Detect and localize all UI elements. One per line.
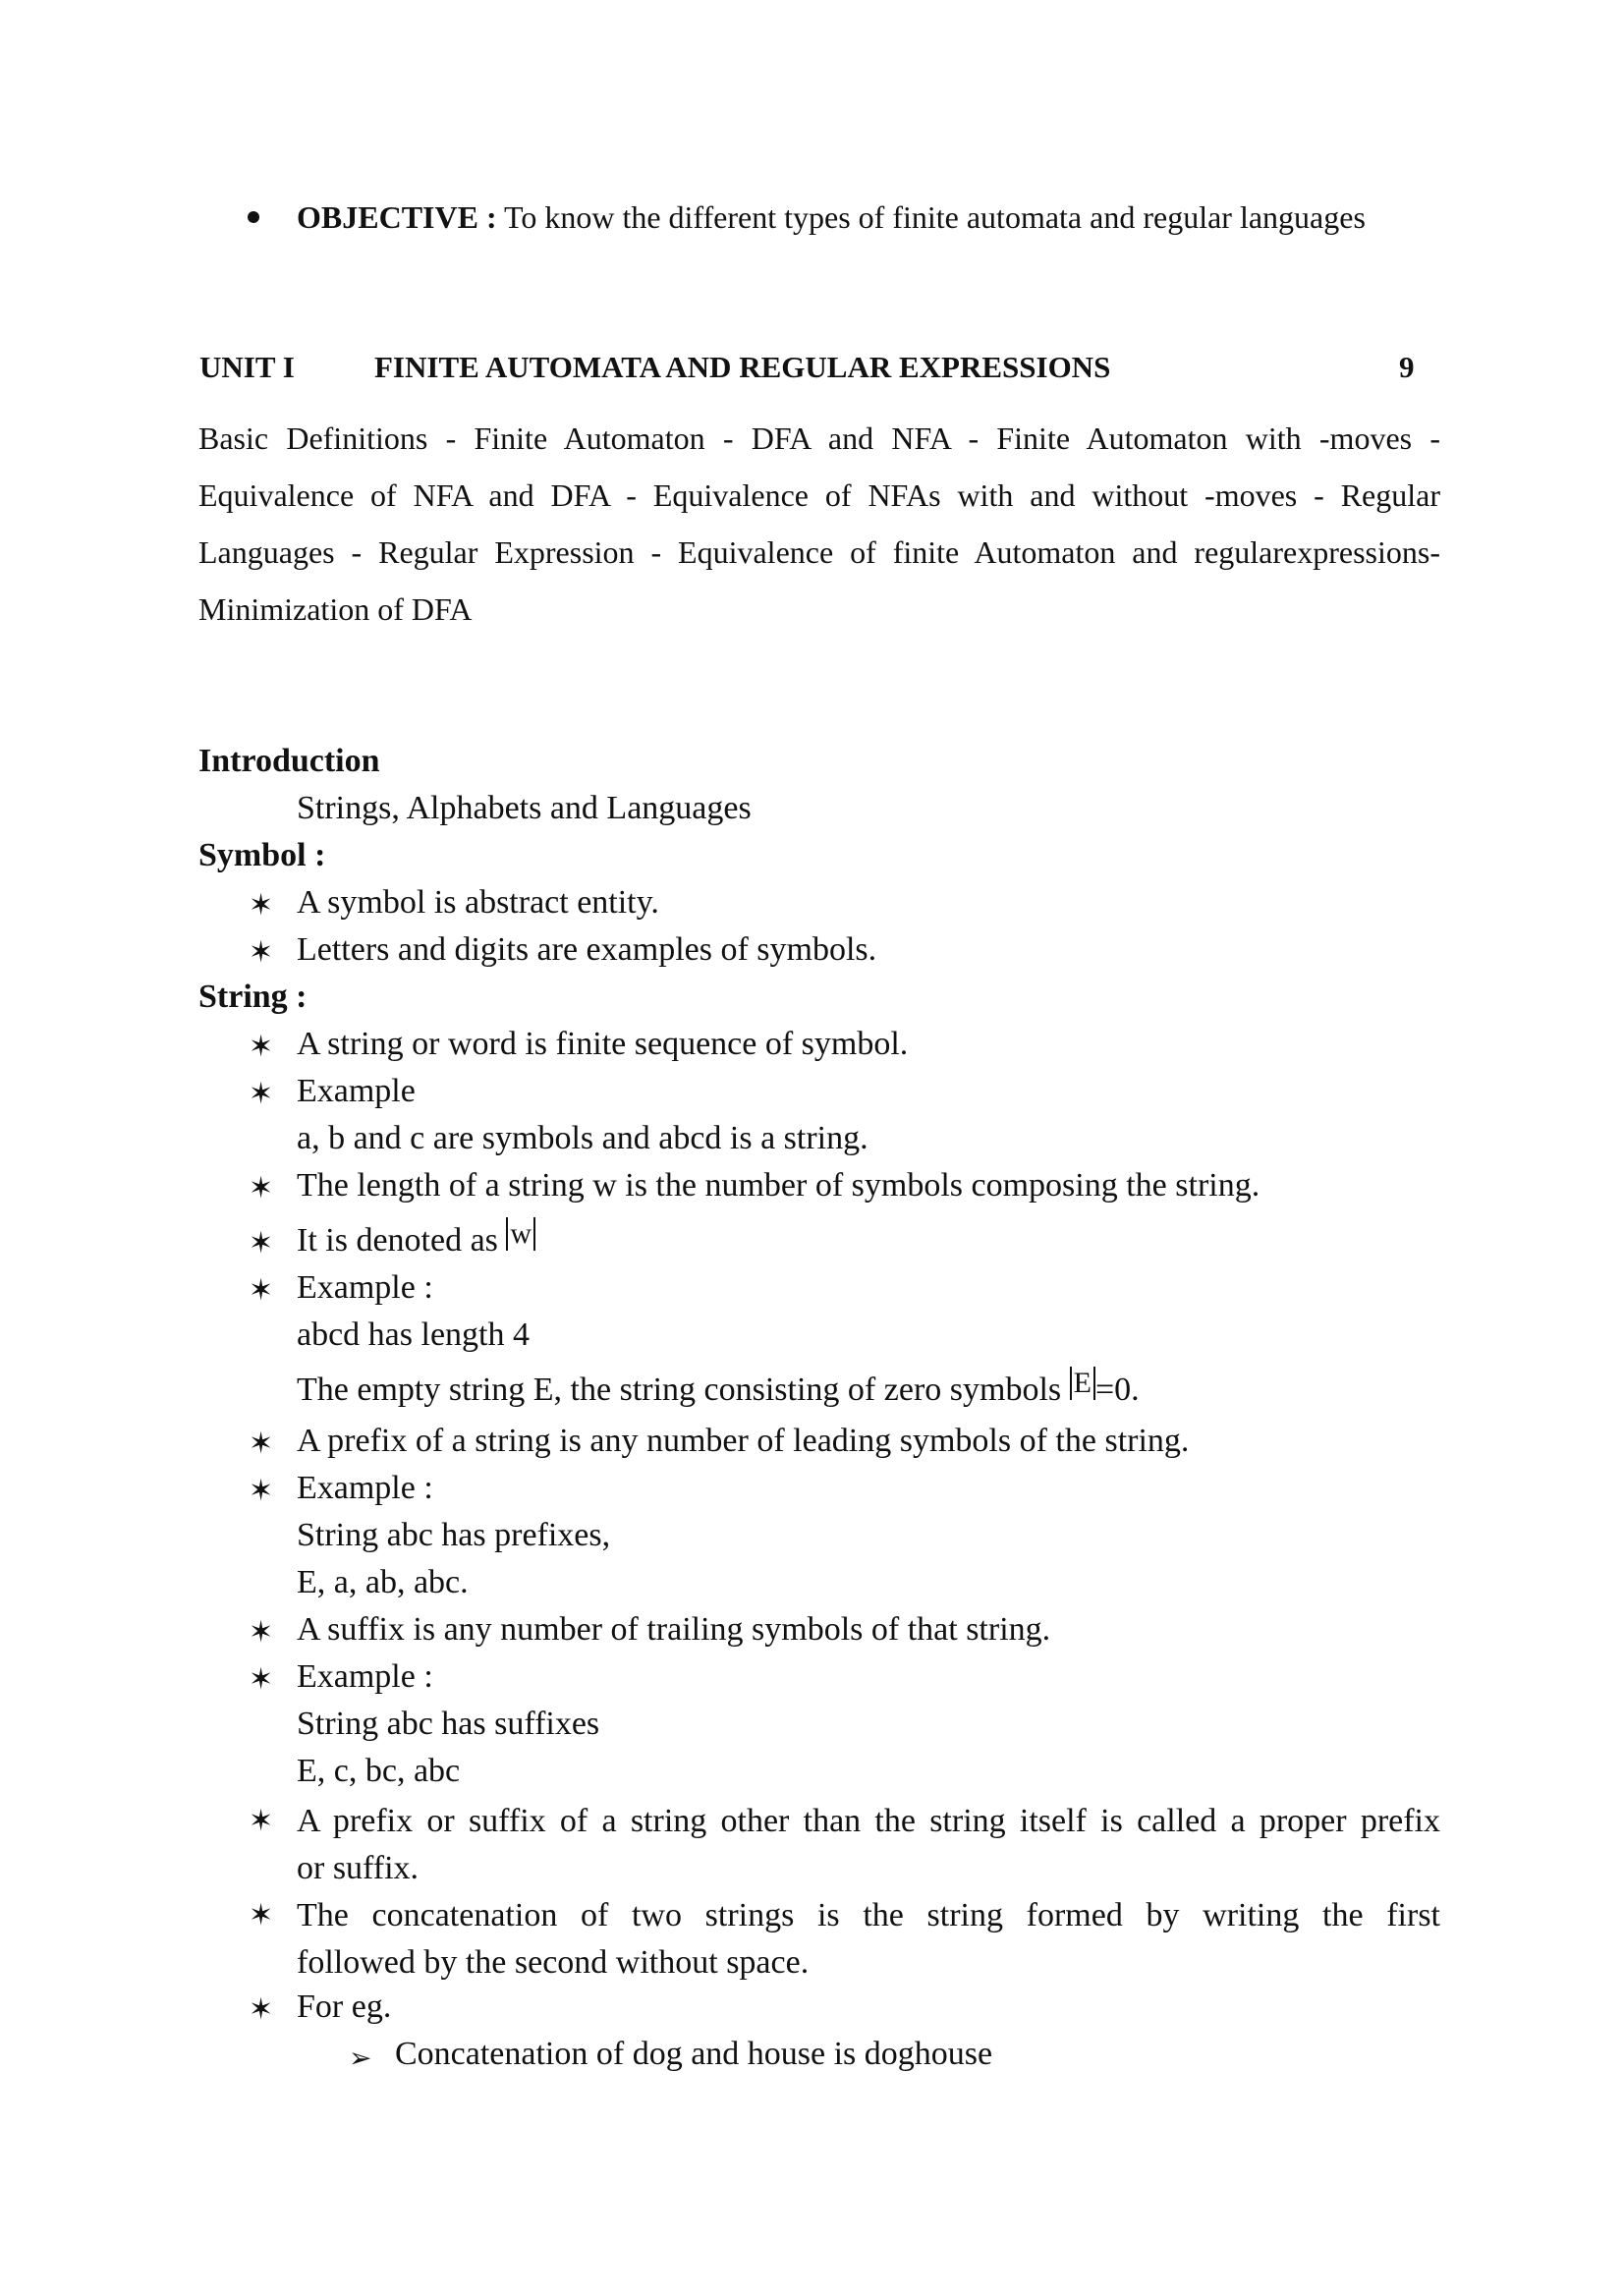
string-item: A prefix of a string is any number of leading symbols of the string. <box>297 1423 1190 1459</box>
objective-label: OBJECTIVE : <box>297 199 497 235</box>
string-item: Example <box>297 1073 416 1109</box>
star-bullet-icon <box>249 1474 273 1508</box>
star-bullet-icon <box>249 1427 273 1461</box>
star-bullet-icon <box>249 1273 273 1308</box>
string-item <box>297 1798 1440 1892</box>
string-item: Example : <box>297 1470 433 1506</box>
intro-heading: Introduction <box>198 743 380 779</box>
unit-title: FINITE AUTOMATA AND REGULAR EXPRESSIONS <box>374 350 1111 384</box>
string-heading: String : <box>198 979 308 1015</box>
unit-label: UNIT I <box>199 350 295 384</box>
string-item-detail <box>297 1367 1140 1409</box>
star-bullet-icon <box>249 1898 273 1932</box>
empty-string-value: =0. <box>1094 1372 1140 1408</box>
string-item <box>297 1217 535 1260</box>
objective-description: To know the different types of finite automata and regular languages <box>504 199 1366 235</box>
length-notation-text: It is denoted as <box>297 1222 498 1259</box>
star-bullet-icon <box>249 935 273 970</box>
string-item: Example : <box>297 1658 433 1695</box>
syllabus-line: Minimization of DFA <box>198 591 473 627</box>
string-item: A string or word is finite sequence of symbol. <box>297 1026 909 1062</box>
string-item-detail: String abc has suffixes <box>297 1706 600 1742</box>
string-item: For eg. <box>297 1988 392 2025</box>
empty-string-symbol: E <box>1070 1367 1095 1400</box>
unit-hours: 9 <box>1399 350 1415 384</box>
string-subitem: Concatenation of dog and house is doghouse <box>395 2036 993 2072</box>
symbol-item: A symbol is abstract entity. <box>297 884 659 921</box>
syllabus-line: Languages - Regular Expression - Equivalence of finite Automaton and regularexpressions- <box>198 534 1440 570</box>
symbol-item: Letters and digits are examples of symbols. <box>297 931 877 968</box>
syllabus-line: Basic Definitions - Finite Automaton - DFA and NFA - Finite Automaton with -moves - <box>198 420 1440 456</box>
string-item-line: A prefix or suffix of a string other than the string itself is called a proper prefix <box>297 1803 1440 1839</box>
symbol-heading: Symbol : <box>198 837 326 873</box>
string-item: The length of a string w is the number of symbols composing the string. <box>297 1167 1260 1204</box>
intro-subtitle: Strings, Alphabets and Languages <box>297 790 752 826</box>
objective-text <box>297 199 1366 236</box>
string-item-line: followed by the second without space. <box>297 1944 810 1981</box>
length-notation-symbol: w <box>506 1217 535 1251</box>
star-bullet-icon <box>249 1171 273 1205</box>
arrow-bullet-icon <box>349 2042 371 2075</box>
star-bullet-icon <box>249 1077 273 1111</box>
string-item <box>297 1892 1440 1987</box>
string-item-line: or suffix. <box>297 1850 420 1886</box>
empty-string-text: The empty string E, the string consisting of zero symbols <box>297 1372 1062 1408</box>
syllabus-paragraph <box>198 410 1440 638</box>
string-item-detail: E, c, bc, abc <box>297 1753 461 1789</box>
bullet-icon <box>248 211 259 223</box>
string-item-detail: String abc has prefixes, <box>297 1517 611 1553</box>
star-bullet-icon <box>249 1226 273 1260</box>
star-bullet-icon <box>249 1615 273 1650</box>
string-item: Example : <box>297 1269 433 1306</box>
syllabus-line: Equivalence of NFA and DFA - Equivalence of NFAs with and without -moves - Regular <box>198 477 1440 513</box>
string-item-line: The concatenation of two strings is the string formed by writing the first <box>297 1897 1440 1933</box>
string-item-detail: E, a, ab, abc. <box>297 1564 469 1600</box>
star-bullet-icon <box>249 1030 273 1064</box>
star-bullet-icon <box>249 1992 273 2027</box>
string-item-detail: a, b and c are symbols and abcd is a string. <box>297 1120 868 1156</box>
string-item-detail: abcd has length 4 <box>297 1316 530 1353</box>
star-bullet-icon <box>249 1662 273 1697</box>
star-bullet-icon <box>249 888 273 923</box>
string-item: A suffix is any number of trailing symbols of that string. <box>297 1611 1051 1648</box>
star-bullet-icon <box>249 1804 273 1838</box>
